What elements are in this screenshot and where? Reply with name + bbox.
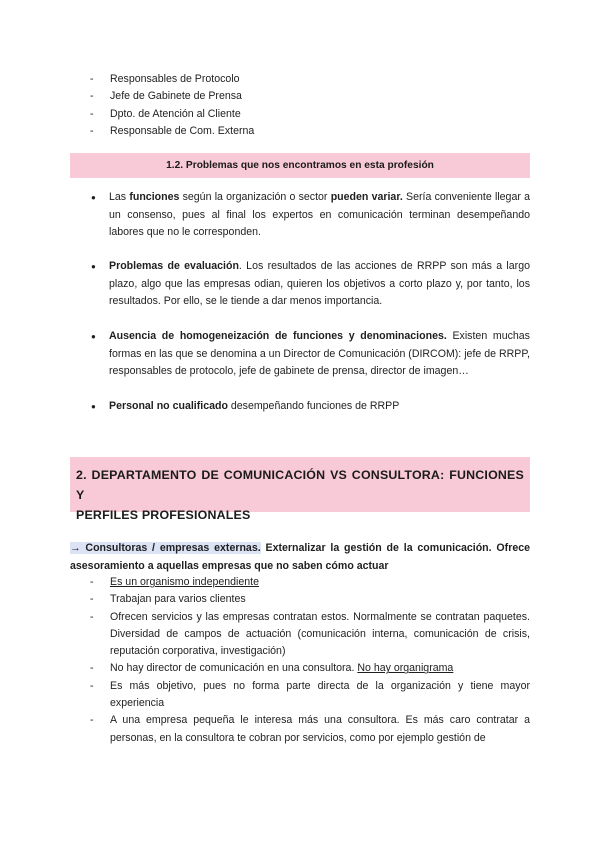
list-item: - Responsables de Protocolo [90,71,530,88]
consultoras-intro: → Consultoras / empresas externas. Externalizar la gestión de la comunicación. Ofrece asesoramiento a aquellas empresas que no saben cómo actuar [70,542,530,572]
list-item: - Dpto. de Atención al Cliente [90,106,530,123]
list-item: - Responsable de Com. Externa [90,123,530,140]
section-heading-2: 2. DEPARTAMENTO DE COMUNICACIÓN VS CONSULTORA: FUNCIONES Y PERFILES PROFESIONALES [70,457,530,512]
list-item: ● Las funciones según la organización o sector pueden variar. Sería conveniente llegar a un consenso, pues al final los expertos en comunicación terminan desempeñando labores que no le corresponden. [90,189,530,242]
list-item: - Es más objetivo, pues no forma parte directa de la organización y tiene mayor experiencia [90,678,530,713]
list-item: - Es un organismo independiente [90,574,530,591]
list-item: ● Ausencia de homogeneización de funciones y denominaciones. Existen muchas formas en las que se denomina a un Director de Comunicación (DIRCOM): jefe de RRPP, responsables de protocolo, jefe de gabinete de prensa, director de imagen… [90,328,530,381]
list-item: - Trabajan para varios clientes [90,591,530,608]
highlighted-text: → Consultoras / empresas externas. [70,542,261,554]
list-item: - No hay director de comunicación en una consultora. No hay organigrama [90,660,530,677]
consultoras-list [90,574,530,747]
list-item: ● Problemas de evaluación. Los resultados de las acciones de RRPP son más a largo plazo, algo que las empresas odian, quieren los objetivos a corto plazo y, por tanto, los resultados. Por ello, se le tiende a dar menos importancia. [90,258,530,311]
list-item: - Ofrecen servicios y las empresas contratan estos. Normalmente se contratan paquetes. Diversidad de campos de actuación (comunicación interna, comunicación de crisis, reputación corporativa, investigación) [90,609,530,661]
list-item: - Jefe de Gabinete de Prensa [90,88,530,105]
list-item: ● Personal no cualificado desempeñando funciones de RRPP [90,398,530,416]
section-heading-1-2: 1.2. Problemas que nos encontramos en esta profesión [70,153,530,178]
list-item: - A una empresa pequeña le interesa más una consultora. Es más caro contratar a personas, en la consultora te cobran por servicios, como por ejemplo gestión de [90,712,530,747]
roles-list [90,71,530,140]
